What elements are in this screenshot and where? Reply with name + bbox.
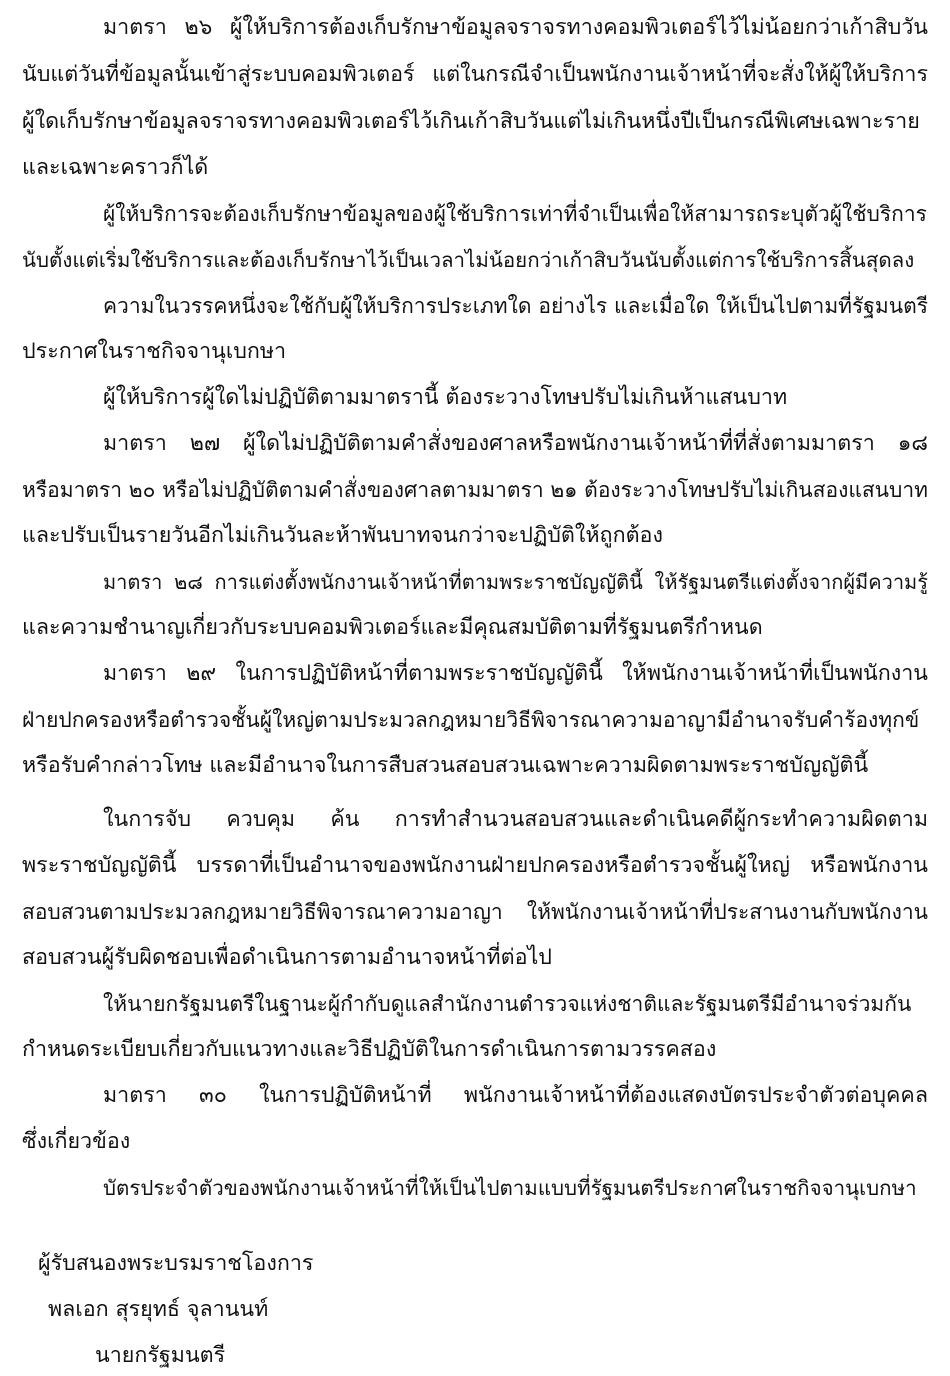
section-26-line-2: นับแต่วันที่ข้อมูลนั้นเข้าสู่ระบบคอมพิวเตอร์ แต่ในกรณีจำเป็นพนักงานเจ้าหน้าที่จะสั่งให้ผู้ให้บริการ	[22, 62, 928, 87]
section-26-para-2-line-2: นับตั้งแต่เริ่มใช้บริการและต้องเก็บรักษาไว้เป็นเวลาไม่น้อยกว่าเก้าสิบวันนับตั้งแต่การใช้บริการสิ้นสุดลง	[22, 248, 915, 272]
countersign-label: ผู้รับสนองพระบรมราชโองการ	[38, 1251, 314, 1276]
section-28-line-1: มาตรา ๒๘ การแต่งตั้งพนักงานเจ้าหน้าที่ตามพระราชบัญญัตินี้ ให้รัฐมนตรีแต่งตั้งจากผู้มีความรู้	[103, 570, 928, 594]
section-27-line-1: มาตรา ๒๗ ผู้ใดไม่ปฏิบัติตามคำสั่งของศาลหรือพนักงานเจ้าหน้าที่ที่สั่งตามมาตรา ๑๘	[103, 431, 928, 456]
section-30-para-2-line-1: บัตรประจำตัวของพนักงานเจ้าหน้าที่ให้เป็นไปตามแบบที่รัฐมนตรีประกาศในราชกิจจานุเบกษา	[103, 1176, 917, 1200]
signatory-position: นายกรัฐมนตรี	[95, 1343, 226, 1368]
section-26-line-1: มาตรา ๒๖ ผู้ให้บริการต้องเก็บรักษาข้อมูลจราจรทางคอมพิวเตอร์ไว้ไม่น้อยกว่าเก้าสิบวัน	[103, 15, 928, 40]
section-30-line-1: มาตรา ๓๐ ในการปฏิบัติหน้าที่ พนักงานเจ้าหน้าที่ต้องแสดงบัตรประจำตัวต่อบุคคล	[103, 1083, 928, 1108]
section-28-line-2: และความชำนาญเกี่ยวกับระบบคอมพิวเตอร์และมีคุณสมบัติตามที่รัฐมนตรีกำหนด	[22, 615, 763, 640]
section-29-line-2: ฝ่ายปกครองหรือตำรวจชั้นผู้ใหญ่ตามประมวลกฎหมายวิธีพิจารณาความอาญามีอำนาจรับคำร้องทุกข์	[22, 708, 920, 732]
section-29-line-3: หรือรับคำกล่าวโทษ และมีอำนาจในการสืบสวนสอบสวนเฉพาะความผิดตามพระราชบัญญัตินี้	[22, 753, 869, 778]
signatory-name: พลเอก สุรยุทธ์ จุลานนท์	[48, 1297, 269, 1322]
section-27-line-2: หรือมาตรา ๒๐ หรือไม่ปฏิบัติตามคำสั่งของศาลตามมาตรา ๒๑ ต้องระวางโทษปรับไม่เกินสองแสนบาท	[22, 478, 928, 502]
section-26-para-2-line-1: ผู้ให้บริการจะต้องเก็บรักษาข้อมูลของผู้ใช้บริการเท่าที่จำเป็นเพื่อให้สามารถระบุตัวผู้ใช้บริการ	[103, 202, 927, 226]
section-26-line-4: และเฉพาะคราวก็ได้	[22, 155, 209, 180]
section-29-para-3-line-1: ให้นายกรัฐมนตรีในฐานะผู้กำกับดูแลสำนักงานตำรวจแห่งชาติและรัฐมนตรีมีอำนาจร่วมกัน	[103, 992, 912, 1016]
section-27-line-3: และปรับเป็นรายวันอีกไม่เกินวันละห้าพันบาทจนกว่าจะปฏิบัติให้ถูกต้อง	[22, 523, 663, 548]
section-26-para-3-line-2: ประกาศในราชกิจจานุเบกษา	[22, 339, 287, 364]
section-29-para-2-line-1: ในการจับ ควบคุม ค้น การทำสำนวนสอบสวนและดำเนินคดีผู้กระทำความผิดตาม	[103, 807, 928, 832]
section-29-para-2-line-3: สอบสวนตามประมวลกฎหมายวิธีพิจารณาความอาญา ให้พนักงานเจ้าหน้าที่ประสานงานกับพนักงาน	[22, 900, 928, 924]
section-29-para-2-line-4: สอบสวนผู้รับผิดชอบเพื่อดำเนินการตามอำนาจหน้าที่ต่อไป	[22, 945, 552, 970]
section-26-line-3: ผู้ใดเก็บรักษาข้อมูลจราจรทางคอมพิวเตอร์ไว้เกินเก้าสิบวันแต่ไม่เกินหนึ่งปีเป็นกรณีพิเศษเฉพาะราย	[22, 109, 920, 134]
section-26-para-4-line-1: ผู้ให้บริการผู้ใดไม่ปฏิบัติตามมาตรานี้ ต้องระวางโทษปรับไม่เกินห้าแสนบาท	[103, 385, 788, 410]
section-29-line-1: มาตรา ๒๙ ในการปฏิบัติหน้าที่ตามพระราชบัญญัตินี้ ให้พนักงานเจ้าหน้าที่เป็นพนักงาน	[103, 661, 928, 686]
section-29-para-3-line-2: กำหนดระเบียบเกี่ยวกับแนวทางและวิธีปฏิบัติในการดำเนินการตามวรรคสอง	[22, 1037, 717, 1062]
section-30-line-2: ซึ่งเกี่ยวข้อง	[22, 1129, 131, 1154]
section-26-para-3-line-1: ความในวรรคหนึ่งจะใช้กับผู้ให้บริการประเภทใด อย่างไร และเมื่อใด ให้เป็นไปตามที่รัฐมนตรี	[103, 294, 928, 318]
section-29-para-2-line-2: พระราชบัญญัตินี้ บรรดาที่เป็นอำนาจของพนักงานฝ่ายปกครองหรือตำรวจชั้นผู้ใหญ่ หรือพนักงาน	[22, 853, 928, 878]
